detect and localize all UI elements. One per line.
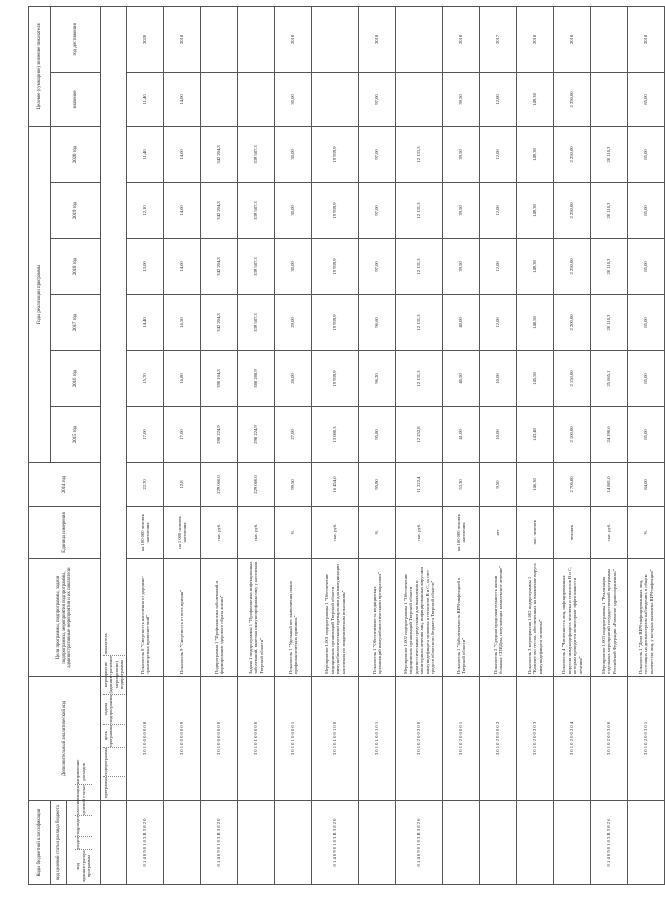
row-unit: %: [628, 507, 665, 559]
row-value-year: 2 250,00: [554, 239, 591, 295]
row-target-year: 2018: [517, 6, 554, 72]
row-unit: тыс. руб.: [396, 507, 443, 559]
row-value-year: 10,00: [480, 407, 517, 463]
row-budget-code: [359, 801, 396, 885]
row-value-year: 39,50: [443, 183, 480, 239]
row-description: Мероприятие 1.001 подпрограммы 1 "Обеспечение медицинских организаций Тверской области иммунобиологическими препаратами для иммунизации населения по эпидемическим показаниям": [312, 559, 359, 677]
row-value-2014: 9,50: [480, 463, 517, 507]
row-budget-code: 0 1 4 0 9 0 1 0 3 R 3 8 2 0: [312, 801, 359, 885]
row-description: Подпрограмма 1 "Профилактика заболеваний и формирование здорового образа жизни": [201, 559, 238, 677]
row-value-year: 12,00: [480, 239, 517, 295]
header-add-code-parts-holder: [101, 801, 127, 885]
row-unit: %: [275, 507, 312, 559]
header-add-code-part: задача подпрограммы: [103, 695, 125, 725]
row-target-value: 149,30: [517, 72, 554, 126]
table-row: [480, 6, 517, 884]
row-value-year: 12,10: [127, 183, 164, 239]
row-value-year: 41,00: [443, 407, 480, 463]
row-value-year: 85,00: [628, 239, 665, 295]
row-description: Показатель 3 мероприятия 1.002 подпрограммы 1 "Количество тестов, обеспеченных на выявление вируса иммунодефицита человека": [517, 559, 554, 677]
table-row: [591, 6, 628, 884]
row-budget-code: [275, 801, 312, 885]
row-value-year: 14,00: [164, 126, 201, 182]
row-value-year: 30,00: [275, 183, 312, 239]
row-value-year: 25 865,1: [591, 351, 628, 407]
table-row: [628, 6, 665, 884]
table-row: [443, 6, 480, 884]
row-target-year: 2018: [443, 6, 480, 72]
row-value-year: 12 131,3: [396, 183, 443, 239]
header-classification: Коды бюджетной классификации: [29, 801, 51, 885]
row-value-year: 30,00: [275, 126, 312, 182]
row-value-2014: 229 060,0: [201, 463, 238, 507]
header-add-code-part: подпрограмма: [103, 748, 125, 777]
row-target-year: [312, 6, 359, 72]
row-description: Показатель 8 "Смертность населения от дорожно-транспортных происшествий": [127, 559, 164, 677]
row-value-year: 13,00: [127, 239, 164, 295]
row-value-year: 20 110,3: [591, 126, 628, 182]
row-value-year: 12 131,3: [396, 351, 443, 407]
row-value-2014: 14 881,0: [591, 463, 628, 507]
table-row: [164, 6, 201, 884]
row-value-year: 85,00: [628, 183, 665, 239]
row-target-year: 2018: [164, 6, 201, 72]
row-unit: на 100 000 человек населения: [127, 507, 164, 559]
row-value-year: 96,20: [359, 351, 396, 407]
row-value-2014: 84,00: [628, 463, 665, 507]
header-code-part: подраздел: [75, 816, 92, 837]
row-value-year: 14,40: [127, 295, 164, 351]
row-value-year: 39,50: [443, 239, 480, 295]
header-target-year: год достижения: [51, 6, 101, 72]
row-value-year: 2 250,00: [554, 126, 591, 182]
row-description: Мероприятие 1.002 подпрограммы 1 "Обеспечение медицинских организаций Тверской области диагностическими средствами для выявления и мониторинга лечения лиц, инфицированных вирусами иммунодефицита человека и гепатитов В и С, за счет средств областного бюджета Тверской области": [396, 559, 443, 677]
row-value-2014: 229 060,0: [238, 463, 275, 507]
row-value-year: 85,00: [628, 351, 665, 407]
row-target-value: [312, 72, 359, 126]
row-budget-code: 0 1 4 0 9 0 1 0 3 R 3 8 2 0: [201, 801, 238, 885]
row-description: Показатель 1 "Заболеваемость ВИЧ-инфекцией в Тверской области": [443, 559, 480, 677]
row-value-year: 339 587,3: [238, 239, 275, 295]
row-description: Мероприятие 1.003 подпрограммы 1 "Реализация отдельных мероприятий государственной программы Российской Федерации «Развитие здравоохранения»": [591, 559, 628, 677]
row-target-value: 12,00: [480, 72, 517, 126]
row-target-value: [591, 72, 628, 126]
row-value-2014: 11 222,4: [396, 463, 443, 507]
row-description: Показатель 4 "Численность лиц, инфицированных вирусом иммунодефицита человека и гепатитов В и С, которым проводится мониторинг эффективности лечения": [554, 559, 591, 677]
row-value-year: 20 110,3: [591, 183, 628, 239]
row-value-year: 40,00: [443, 295, 480, 351]
row-unit: тыс. руб.: [238, 507, 275, 559]
table-row: [127, 6, 164, 884]
row-value-year: 14,00: [164, 183, 201, 239]
table-row: [275, 6, 312, 884]
row-target-value: [396, 72, 443, 126]
header-add-code-part: мероприятие (административное мероприятие) подпрограммы: [102, 655, 124, 694]
row-budget-code: 0 1 4 0 9 0 1 0 3 R 3 8 2 6: [591, 801, 628, 885]
row-target-value: [238, 72, 275, 126]
row-additional-code: 3 0 1 0 1 0 0 1 0 1: [359, 677, 396, 801]
row-target-value: 2 250,00: [554, 72, 591, 126]
row-value-year: 15,70: [127, 351, 164, 407]
header-target-value: значение: [51, 72, 101, 126]
row-value-2014: 2 706,00: [554, 463, 591, 507]
row-target-value: 11,40: [127, 72, 164, 126]
row-budget-code: [443, 801, 480, 885]
row-value-2014: 16 454,0: [312, 463, 359, 507]
row-value-year: 17,00: [127, 407, 164, 463]
row-value-year: 24 198,6: [591, 407, 628, 463]
row-value-year: 20 110,3: [591, 295, 628, 351]
row-value-year: 13 080,3: [312, 407, 359, 463]
row-value-year: 97,00: [359, 126, 396, 182]
row-value-year: 10,00: [480, 351, 517, 407]
header-goal: Цели программы, подпрограммы, задачи подпрограммы, мероприятия подпрограммы, административные мероприятия и их показатели: [29, 559, 101, 677]
header-code-parts: [67, 759, 101, 885]
header-add-code-parts: [101, 633, 127, 801]
row-value-year: 342 204,3: [201, 295, 238, 351]
row-value-year: 12,00: [480, 126, 517, 182]
row-value-year: 11,40: [127, 126, 164, 182]
row-target-year: 2018: [359, 6, 396, 72]
row-unit: %: [359, 507, 396, 559]
header-add-code-part: показатель: [103, 633, 125, 655]
row-value-year: 85,00: [628, 295, 665, 351]
row-value-year: 298 224,9: [201, 407, 238, 463]
header-add-code-part: цель программы: [103, 725, 125, 748]
row-description: Показатель 1 "Доля ВИЧ-инфицированных лиц, состоящих на диспансерном наблюдении, в общем количестве лиц, у которых выявлена ВИЧ-инфекция": [628, 559, 665, 677]
row-value-year: 19 939,9: [312, 295, 359, 351]
row-value-year: 30,00: [275, 239, 312, 295]
row-value-year: 19 939,9: [312, 351, 359, 407]
row-value-2014: 99,50: [275, 463, 312, 507]
header-year: 2019 год: [51, 183, 101, 239]
table-row: [517, 6, 554, 884]
row-additional-code: 3 0 1 0 1 0 0 0 0 1: [275, 677, 312, 801]
row-target-year: 2018: [554, 6, 591, 72]
header-year: 2020 год: [51, 126, 101, 182]
row-value-year: 298 224,9: [238, 407, 275, 463]
row-description: Задача 1 подпрограммы 1 "Профилактика инфекционных заболеваний, включая иммунопрофилактику у населения Тверской области": [238, 559, 275, 677]
row-budget-code: 0 1 4 0 9 0 1 0 3 R 3 8 2 0: [127, 801, 164, 885]
row-additional-code: 3 0 1 0 2 0 0 2 0 4: [554, 677, 591, 801]
row-additional-code: 3 0 1 0 2 0 0 3 0 0: [591, 677, 628, 801]
table-row: [312, 6, 359, 884]
row-value-year: 97,00: [359, 183, 396, 239]
table-row: [359, 6, 396, 884]
header-code-part: направление расходов: [75, 760, 92, 786]
row-value-year: 342 204,3: [201, 183, 238, 239]
row-additional-code: 3 0 1 0 2 0 0 0 0 1: [443, 677, 480, 801]
row-value-year: 17,00: [164, 407, 201, 463]
row-target-value: 85,00: [628, 72, 665, 126]
row-value-2014: 12,8: [164, 463, 201, 507]
row-target-value: 39,50: [443, 72, 480, 126]
row-value-year: 390 104,3: [201, 351, 238, 407]
row-value-year: 149,30: [517, 126, 554, 182]
row-value-2014: 146,30: [517, 463, 554, 507]
row-value-year: 2 100,00: [554, 407, 591, 463]
row-target-year: 2018: [628, 6, 665, 72]
row-description: Показатель 1 "Обеспеченность медицинских организаций иммунобиологическими препаратами": [359, 559, 396, 677]
header-base-year: 2014 год: [29, 463, 101, 507]
row-description: Показатель 2 "Средняя продолжительность жизни больных СПИДом, получающих комплексное лечение": [480, 559, 517, 677]
row-additional-code: 3 0 1 0 0 0 0 0 0 8: [127, 677, 164, 801]
header-code-part: классификация целевой статьи: [75, 785, 92, 816]
row-value-year: 388 288,9: [238, 351, 275, 407]
header-additional-code: Дополнительный аналитический код: [29, 677, 101, 801]
row-value-year: 2 150,00: [554, 351, 591, 407]
row-unit: на 100 000 человек населения: [443, 507, 480, 559]
row-target-value: 97,00: [359, 72, 396, 126]
row-value-year: 96,60: [359, 295, 396, 351]
row-unit: тыс. руб.: [591, 507, 628, 559]
row-value-year: 20 110,3: [591, 239, 628, 295]
row-additional-code: 3 0 1 0 2 0 0 2 0 3: [517, 677, 554, 801]
row-target-year: [396, 6, 443, 72]
row-budget-code: 0 1 4 0 9 0 1 0 3 R 3 8 2 6: [396, 801, 443, 885]
row-value-year: 149,30: [517, 183, 554, 239]
row-target-year: [238, 6, 275, 72]
row-target-year: 2020: [127, 6, 164, 72]
row-budget-code: [164, 801, 201, 885]
row-value-year: 97,00: [359, 239, 396, 295]
row-additional-code: 3 0 1 0 2 0 0 3 0 1: [628, 677, 665, 801]
header-add-code-part: программа: [102, 776, 108, 798]
program-table: [28, 6, 665, 885]
header-year: 2017 год: [51, 295, 101, 351]
row-target-year: 2017: [480, 6, 517, 72]
table-row: [554, 6, 591, 884]
row-budget-code: [238, 801, 275, 885]
row-target-value: 30,00: [275, 72, 312, 126]
row-value-year: 28,00: [275, 351, 312, 407]
row-value-year: 2 200,00: [554, 295, 591, 351]
row-value-year: 16,50: [164, 295, 201, 351]
row-additional-code: 3 0 1 0 2 0 0 0 0 2: [480, 677, 517, 801]
row-additional-code: 3 0 1 0 2 0 0 2 0 0: [396, 677, 443, 801]
row-unit: человек: [554, 507, 591, 559]
row-value-year: 14,00: [164, 239, 201, 295]
row-unit: лет: [480, 507, 517, 559]
header-code-part: код администратора программы: [75, 850, 92, 882]
row-value-year: 342 204,3: [201, 126, 238, 182]
header-year: 2015 год: [51, 407, 101, 463]
row-target-year: [591, 6, 628, 72]
row-value-year: 2 250,00: [554, 183, 591, 239]
row-value-year: 19 939,9: [312, 126, 359, 182]
row-value-year: 27,00: [275, 407, 312, 463]
row-value-year: 12 131,3: [396, 239, 443, 295]
header-years-group: Годы реализации программы: [29, 126, 51, 462]
row-value-year: 149,30: [517, 239, 554, 295]
row-value-year: 339 587,3: [238, 126, 275, 182]
row-budget-code: [554, 801, 591, 885]
row-target-year: [201, 6, 238, 72]
row-target-year: 2018: [275, 6, 312, 72]
row-value-year: 95,80: [359, 407, 396, 463]
row-additional-code: 3 0 1 0 0 0 0 0 0 0: [201, 677, 238, 801]
row-unit: на 1 000 человек населения: [164, 507, 201, 559]
header-spacer: [101, 6, 127, 676]
row-description: Показатель 9 "Смертность от всех причин": [164, 559, 201, 677]
row-value-year: 85,00: [628, 126, 665, 182]
row-value-year: 12 131,3: [396, 295, 443, 351]
row-value-year: 12,00: [480, 295, 517, 351]
row-target-value: 14,00: [164, 72, 201, 126]
row-additional-code: 3 0 1 0 0 0 0 0 0 9: [164, 677, 201, 801]
row-target-value: [201, 72, 238, 126]
row-value-year: 12,00: [480, 183, 517, 239]
header-code-part: раздел: [75, 837, 92, 851]
table-row: [396, 6, 443, 884]
row-unit: тыс. руб.: [201, 507, 238, 559]
row-value-year: 339 587,3: [238, 295, 275, 351]
row-value-year: 143,40: [517, 407, 554, 463]
row-value-year: 39,50: [443, 126, 480, 182]
row-value-year: 19 939,9: [312, 183, 359, 239]
header-target: Целевое (суммарное) значение показателя: [29, 6, 51, 126]
row-budget-code: [480, 801, 517, 885]
row-additional-code: 3 0 1 0 1 0 0 0 0 0: [238, 677, 275, 801]
row-unit: тыс. человек: [517, 507, 554, 559]
row-value-2014: 22,70: [127, 463, 164, 507]
row-value-year: 342 204,3: [201, 239, 238, 295]
row-value-year: 40,50: [443, 351, 480, 407]
row-value-year: 29,00: [275, 295, 312, 351]
table-row: [238, 6, 275, 884]
table-row: [201, 6, 238, 884]
row-value-year: 148,50: [517, 295, 554, 351]
row-budget-code: [628, 801, 665, 885]
row-value-year: 85,00: [628, 407, 665, 463]
row-unit: тыс. руб.: [312, 507, 359, 559]
row-value-year: 19 939,9: [312, 239, 359, 295]
header-year: 2018 год: [51, 239, 101, 295]
row-budget-code: [517, 801, 554, 885]
row-value-year: 16,80: [164, 351, 201, 407]
row-value-year: 339 587,3: [238, 183, 275, 239]
row-value-2014: 95,90: [359, 463, 396, 507]
row-additional-code: 3 0 1 0 1 0 0 1 0 0: [312, 677, 359, 801]
row-description: Показатель 1 "Удельный вес выполнения плана профилактических прививок": [275, 559, 312, 677]
row-value-year: 12 131,3: [396, 126, 443, 182]
row-value-year: 12 252,8: [396, 407, 443, 463]
row-value-2014: 53,30: [443, 463, 480, 507]
row-value-year: 145,50: [517, 351, 554, 407]
header-classification-sub: код целевой статьи расхода бюджета: [51, 801, 67, 885]
header-year: 2016 год: [51, 351, 101, 407]
header-unit: Единица измерения: [29, 507, 101, 559]
